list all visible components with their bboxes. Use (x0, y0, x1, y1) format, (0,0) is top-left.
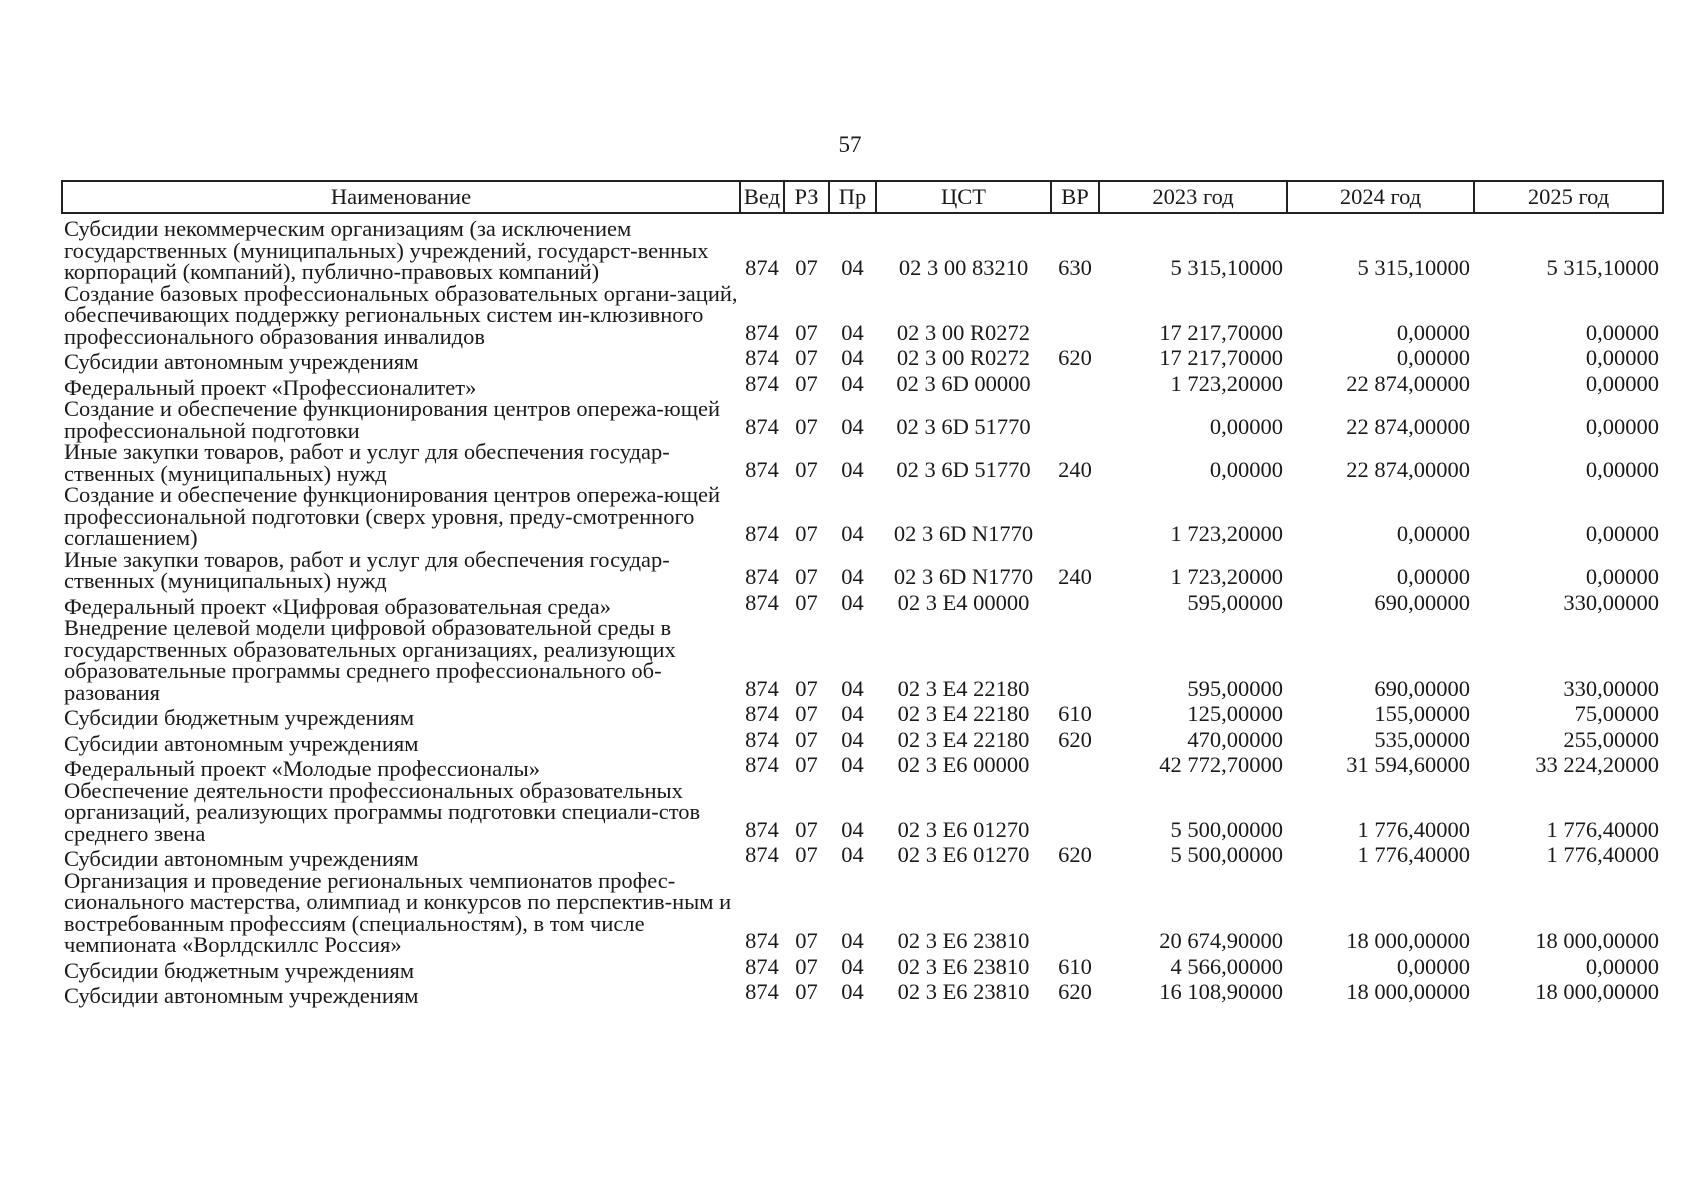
row-ved: 874 (745, 701, 779, 726)
row-rz: 07 (795, 701, 818, 726)
row-amount-2023: 20 674,90000 (1159, 928, 1283, 953)
row-amount-2024: 0,00000 (1396, 564, 1470, 589)
row-amount-2025: 18 000,00000 (1535, 979, 1659, 1004)
row-amount-2025: 330,00000 (1563, 675, 1659, 701)
table-row (62, 754, 1663, 780)
row-pr: 04 (841, 953, 864, 979)
row-vr (1051, 484, 1099, 549)
row-ved: 874 (745, 752, 779, 777)
row-ved: 874 (745, 675, 779, 701)
table-row (62, 592, 1663, 618)
row-amount-2023: 0,00000 (1209, 413, 1283, 439)
row-rz: 07 (795, 413, 818, 439)
row-vr (1051, 754, 1099, 780)
row-amount-2023: 16 108,90000 (1159, 979, 1283, 1004)
row-cst: 02 3 E4 22180 (897, 726, 1030, 752)
row-amount-2025: 0,00000 (1585, 413, 1659, 439)
row-ved: 874 (745, 345, 779, 370)
row-amount-2025: 5 315,10000 (1546, 255, 1659, 280)
page-number: 57 (838, 132, 862, 157)
row-vr (1051, 870, 1099, 956)
row-amount-2025: 0,00000 (1585, 319, 1659, 345)
row-vr (1051, 373, 1099, 399)
row-amount-2023: 1 723,20000 (1170, 564, 1283, 589)
row-amount-2024: 1 776,40000 (1357, 842, 1470, 867)
row-amount-2024: 690,00000 (1374, 675, 1470, 701)
row-name: Федеральный проект «Молодые профессионалы» (64, 756, 540, 781)
row-pr: 04 (841, 928, 864, 953)
row-amount-2024: 22 874,00000 (1346, 413, 1470, 439)
row-amount-2025: 255,00000 (1563, 726, 1659, 752)
row-amount-2025: 33 224,20000 (1535, 752, 1659, 777)
row-amount-2025: 75,00000 (1574, 701, 1659, 726)
row-amount-2025: 1 776,40000 (1546, 816, 1659, 842)
row-cst: 02 3 00 R0272 (896, 319, 1031, 345)
row-name: Создание и обеспечение функционирования центров опережа-ющей профессиональной подготовки (сверх уровня, преду-смотренного соглашением) (64, 482, 721, 550)
row-cst: 02 3 6D 00000 (896, 370, 1031, 396)
row-ved: 874 (745, 979, 779, 1004)
row-cst: 02 3 6D N1770 (893, 564, 1034, 589)
row-pr: 04 (841, 726, 864, 752)
row-amount-2023: 1 723,20000 (1170, 521, 1283, 546)
row-rz: 07 (795, 564, 818, 589)
row-pr: 04 (841, 564, 864, 589)
row-ved: 874 (745, 370, 779, 396)
row-pr: 04 (841, 979, 864, 1004)
row-cst: 02 3 00 R0272 (896, 345, 1031, 370)
row-rz: 07 (795, 842, 818, 867)
row-amount-2024: 0,00000 (1396, 345, 1470, 370)
row-pr: 04 (841, 370, 864, 396)
col-header-2023: 2023 год (1099, 181, 1287, 213)
row-rz: 07 (795, 979, 818, 1004)
row-amount-2023: 17 217,70000 (1159, 345, 1283, 370)
row-cst: 02 3 E4 22180 (897, 701, 1030, 726)
row-amount-2024: 690,00000 (1374, 589, 1470, 615)
row-rz: 07 (795, 345, 818, 370)
col-header-cst: ЦСТ (876, 181, 1051, 213)
row-amount-2023: 5 315,10000 (1170, 255, 1283, 280)
row-name: Субсидии автономным учреждениям (64, 983, 419, 1008)
row-pr: 04 (841, 816, 864, 842)
row-amount-2024: 18 000,00000 (1346, 928, 1470, 953)
table-row (62, 283, 1663, 348)
row-rz: 07 (795, 319, 818, 345)
table-row (62, 373, 1663, 399)
row-vr: 620 (1058, 979, 1092, 1004)
table-row (62, 844, 1663, 870)
row-amount-2023: 595,00000 (1187, 675, 1283, 701)
row-rz: 07 (795, 370, 818, 396)
row-vr: 620 (1058, 345, 1092, 370)
row-amount-2023: 0,00000 (1209, 456, 1283, 482)
row-pr: 04 (841, 413, 864, 439)
row-pr: 04 (841, 345, 864, 370)
row-rz: 07 (795, 456, 818, 482)
row-cst: 02 3 E6 01270 (897, 842, 1030, 867)
row-amount-2024: 0,00000 (1396, 953, 1470, 979)
col-header-vr: ВР (1051, 181, 1099, 213)
row-vr: 620 (1058, 726, 1092, 752)
row-amount-2023: 5 500,00000 (1170, 842, 1283, 867)
row-vr (1051, 283, 1099, 348)
row-name: Обеспечение деятельности профессиональных образовательных организаций, реализующих программы подготовки специали-стов среднего звена (64, 777, 701, 846)
row-rz: 07 (795, 953, 818, 979)
row-amount-2023: 42 772,70000 (1159, 752, 1283, 777)
row-name: Субсидии автономным учреждениям (64, 349, 419, 374)
row-amount-2024: 22 874,00000 (1346, 370, 1470, 396)
row-vr: 240 (1058, 564, 1092, 589)
row-pr: 04 (841, 521, 864, 546)
row-amount-2025: 0,00000 (1585, 564, 1659, 589)
col-header-ved: Вед (740, 181, 784, 213)
row-amount-2024: 155,00000 (1374, 701, 1470, 726)
row-vr (1051, 398, 1099, 441)
row-amount-2023: 125,00000 (1187, 701, 1283, 726)
row-cst: 02 3 E6 01270 (897, 816, 1030, 842)
row-cst: 02 3 E4 00000 (897, 589, 1030, 615)
row-amount-2023: 17 217,70000 (1159, 319, 1283, 345)
budget-table (61, 180, 1664, 1007)
row-rz: 07 (795, 521, 818, 546)
row-amount-2023: 595,00000 (1187, 589, 1283, 615)
row-ved: 874 (745, 564, 779, 589)
row-ved: 874 (745, 726, 779, 752)
table-row (62, 484, 1663, 549)
row-rz: 07 (795, 675, 818, 701)
table-row (62, 213, 1663, 283)
row-cst: 02 3 00 83210 (898, 255, 1029, 280)
row-pr: 04 (841, 752, 864, 777)
row-ved: 874 (745, 456, 779, 482)
row-vr (1051, 780, 1099, 845)
row-cst: 02 3 E4 22180 (897, 675, 1030, 701)
header-row (62, 181, 1663, 213)
table-row (62, 398, 1663, 441)
row-pr: 04 (841, 319, 864, 345)
row-ved: 874 (745, 928, 779, 953)
row-name: Субсидии некоммерческим организациям (за исключением государственных (муниципальных) учреждений, государст-венных корпораций (компаний), публично-правовых компаний) (64, 216, 709, 284)
row-vr: 610 (1058, 701, 1092, 726)
row-name: Иные закупки товаров, работ и услуг для обеспечения государ-ственных (муниципальных) нужд (64, 439, 670, 486)
row-amount-2023: 470,00000 (1187, 726, 1283, 752)
row-vr: 630 (1058, 255, 1092, 280)
row-amount-2025: 0,00000 (1585, 456, 1659, 482)
row-amount-2025: 0,00000 (1585, 953, 1659, 979)
row-amount-2024: 1 776,40000 (1357, 816, 1470, 842)
row-ved: 874 (745, 413, 779, 439)
row-cst: 02 3 E6 23810 (897, 953, 1030, 979)
row-cst: 02 3 6D 51770 (896, 456, 1031, 482)
row-name: Субсидии автономным учреждениям (64, 730, 419, 756)
row-pr: 04 (841, 589, 864, 615)
row-name: Федеральный проект «Цифровая образовательная среда» (64, 593, 612, 619)
row-name: Субсидии бюджетным учреждениям (64, 957, 415, 983)
row-name: Иные закупки товаров, работ и услуг для обеспечения государ-ственных (муниципальных) нужд (64, 546, 670, 593)
col-header-2025: 2025 год (1474, 181, 1663, 213)
row-name: Федеральный проект «Профессионалитет» (64, 374, 477, 400)
row-ved: 874 (745, 953, 779, 979)
row-ved: 874 (745, 319, 779, 345)
row-rz: 07 (795, 928, 818, 953)
row-ved: 874 (745, 589, 779, 615)
row-name: Субсидии автономным учреждениям (64, 846, 419, 871)
row-amount-2025: 0,00000 (1585, 521, 1659, 546)
row-rz: 07 (795, 752, 818, 777)
row-amount-2024: 0,00000 (1396, 319, 1470, 345)
row-cst: 02 3 E6 23810 (897, 928, 1030, 953)
table-row (62, 617, 1663, 703)
row-ved: 874 (745, 255, 779, 280)
row-pr: 04 (841, 675, 864, 701)
row-amount-2025: 330,00000 (1563, 589, 1659, 615)
row-amount-2025: 18 000,00000 (1535, 928, 1659, 953)
row-amount-2024: 535,00000 (1374, 726, 1470, 752)
row-rz: 07 (795, 255, 818, 280)
row-amount-2024: 5 315,10000 (1357, 255, 1470, 280)
row-rz: 07 (795, 816, 818, 842)
row-cst: 02 3 E6 23810 (897, 979, 1030, 1004)
table-row (62, 780, 1663, 845)
row-name: Внедрение целевой модели цифровой образовательной среды в государственных образовательных организациях, реализующих образовательные программы среднего профессионального об-разования (64, 615, 676, 705)
row-rz: 07 (795, 726, 818, 752)
row-name: Создание базовых профессиональных образовательных органи-заций, обеспечивающих поддержку региональных систем ин-клюзивного профессионального образования инвалидов (64, 280, 738, 349)
row-amount-2024: 31 594,60000 (1346, 752, 1470, 777)
row-amount-2025: 0,00000 (1585, 345, 1659, 370)
table-row (62, 347, 1663, 373)
row-rz: 07 (795, 589, 818, 615)
row-cst: 02 3 6D N1770 (893, 521, 1034, 546)
row-vr (1051, 592, 1099, 618)
row-pr: 04 (841, 255, 864, 280)
table-row (62, 981, 1663, 1007)
table-row (62, 441, 1663, 484)
row-vr: 620 (1058, 842, 1092, 867)
row-name: Создание и обеспечение функционирования центров опережа-ющей профессиональной подготовки (64, 396, 721, 443)
row-name: Организация и проведение региональных чемпионатов профес-сионального мастерства, олимпиад и конкурсов по перспектив-ным и востребованным профессиям (специальностям), в том числе чемпионата «Ворлдскиллс Россия» (64, 867, 732, 957)
row-ved: 874 (745, 816, 779, 842)
row-amount-2023: 5 500,00000 (1170, 816, 1283, 842)
row-pr: 04 (841, 842, 864, 867)
table-row (62, 956, 1663, 982)
row-cst: 02 3 6D 51770 (896, 413, 1031, 439)
row-amount-2024: 18 000,00000 (1346, 979, 1470, 1004)
table-row (62, 703, 1663, 729)
row-amount-2025: 0,00000 (1585, 370, 1659, 396)
row-amount-2024: 22 874,00000 (1346, 456, 1470, 482)
row-pr: 04 (841, 701, 864, 726)
row-amount-2023: 1 723,20000 (1170, 370, 1283, 396)
table-row (62, 549, 1663, 592)
row-amount-2025: 1 776,40000 (1546, 842, 1659, 867)
col-header-name: Наименование (62, 181, 740, 213)
table-row (62, 870, 1663, 956)
row-vr: 610 (1058, 953, 1092, 979)
col-header-2024: 2024 год (1287, 181, 1474, 213)
row-ved: 874 (745, 521, 779, 546)
col-header-pr: Пр (829, 181, 876, 213)
row-cst: 02 3 E6 00000 (897, 752, 1030, 777)
row-amount-2024: 0,00000 (1396, 521, 1470, 546)
row-amount-2023: 4 566,00000 (1170, 953, 1283, 979)
row-vr: 240 (1058, 456, 1092, 482)
row-name: Субсидии бюджетным учреждениям (64, 705, 415, 730)
col-header-rz: РЗ (784, 181, 829, 213)
row-vr (1051, 617, 1099, 703)
table-body (62, 213, 1663, 1007)
row-ved: 874 (745, 842, 779, 867)
row-pr: 04 (841, 456, 864, 482)
table-row (62, 729, 1663, 755)
